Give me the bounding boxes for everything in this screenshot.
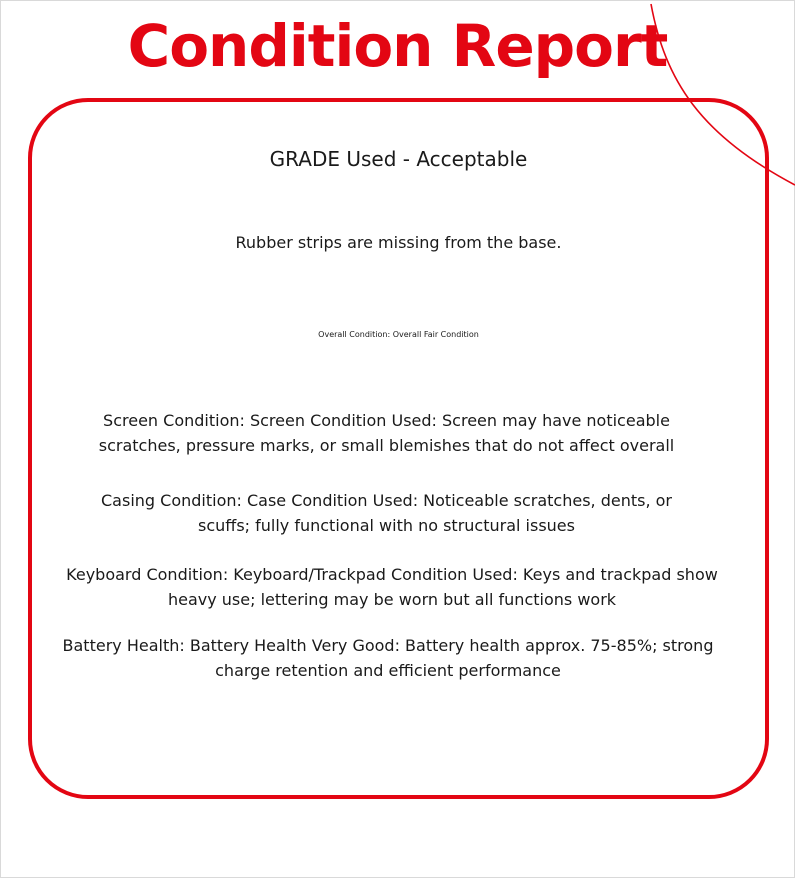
overall-condition: Overall Condition: Overall Fair Condition [318, 330, 479, 339]
grade-label: GRADE Used - Acceptable [269, 147, 528, 171]
casing-condition: Casing Condition: Case Condition Used: Noticeable scratches, dents, or scuffs; fully functional with no structural issues [101, 491, 672, 535]
condition-note: Rubber strips are missing from the base. [235, 233, 562, 252]
keyboard-condition: Keyboard Condition: Keyboard/Trackpad Condition Used: Keys and trackpad show heavy use; lettering may be worn but all functions work [66, 565, 718, 609]
page-title: Condition Report [127, 12, 668, 80]
battery-health: Battery Health: Battery Health Very Good: Battery health approx. 75-85%; strong charge retention and efficient performance [62, 636, 714, 680]
screen-condition: Screen Condition: Screen Condition Used: Screen may have noticeable scratches, pressure marks, or small blemishes that do not affect overall [98, 411, 675, 455]
